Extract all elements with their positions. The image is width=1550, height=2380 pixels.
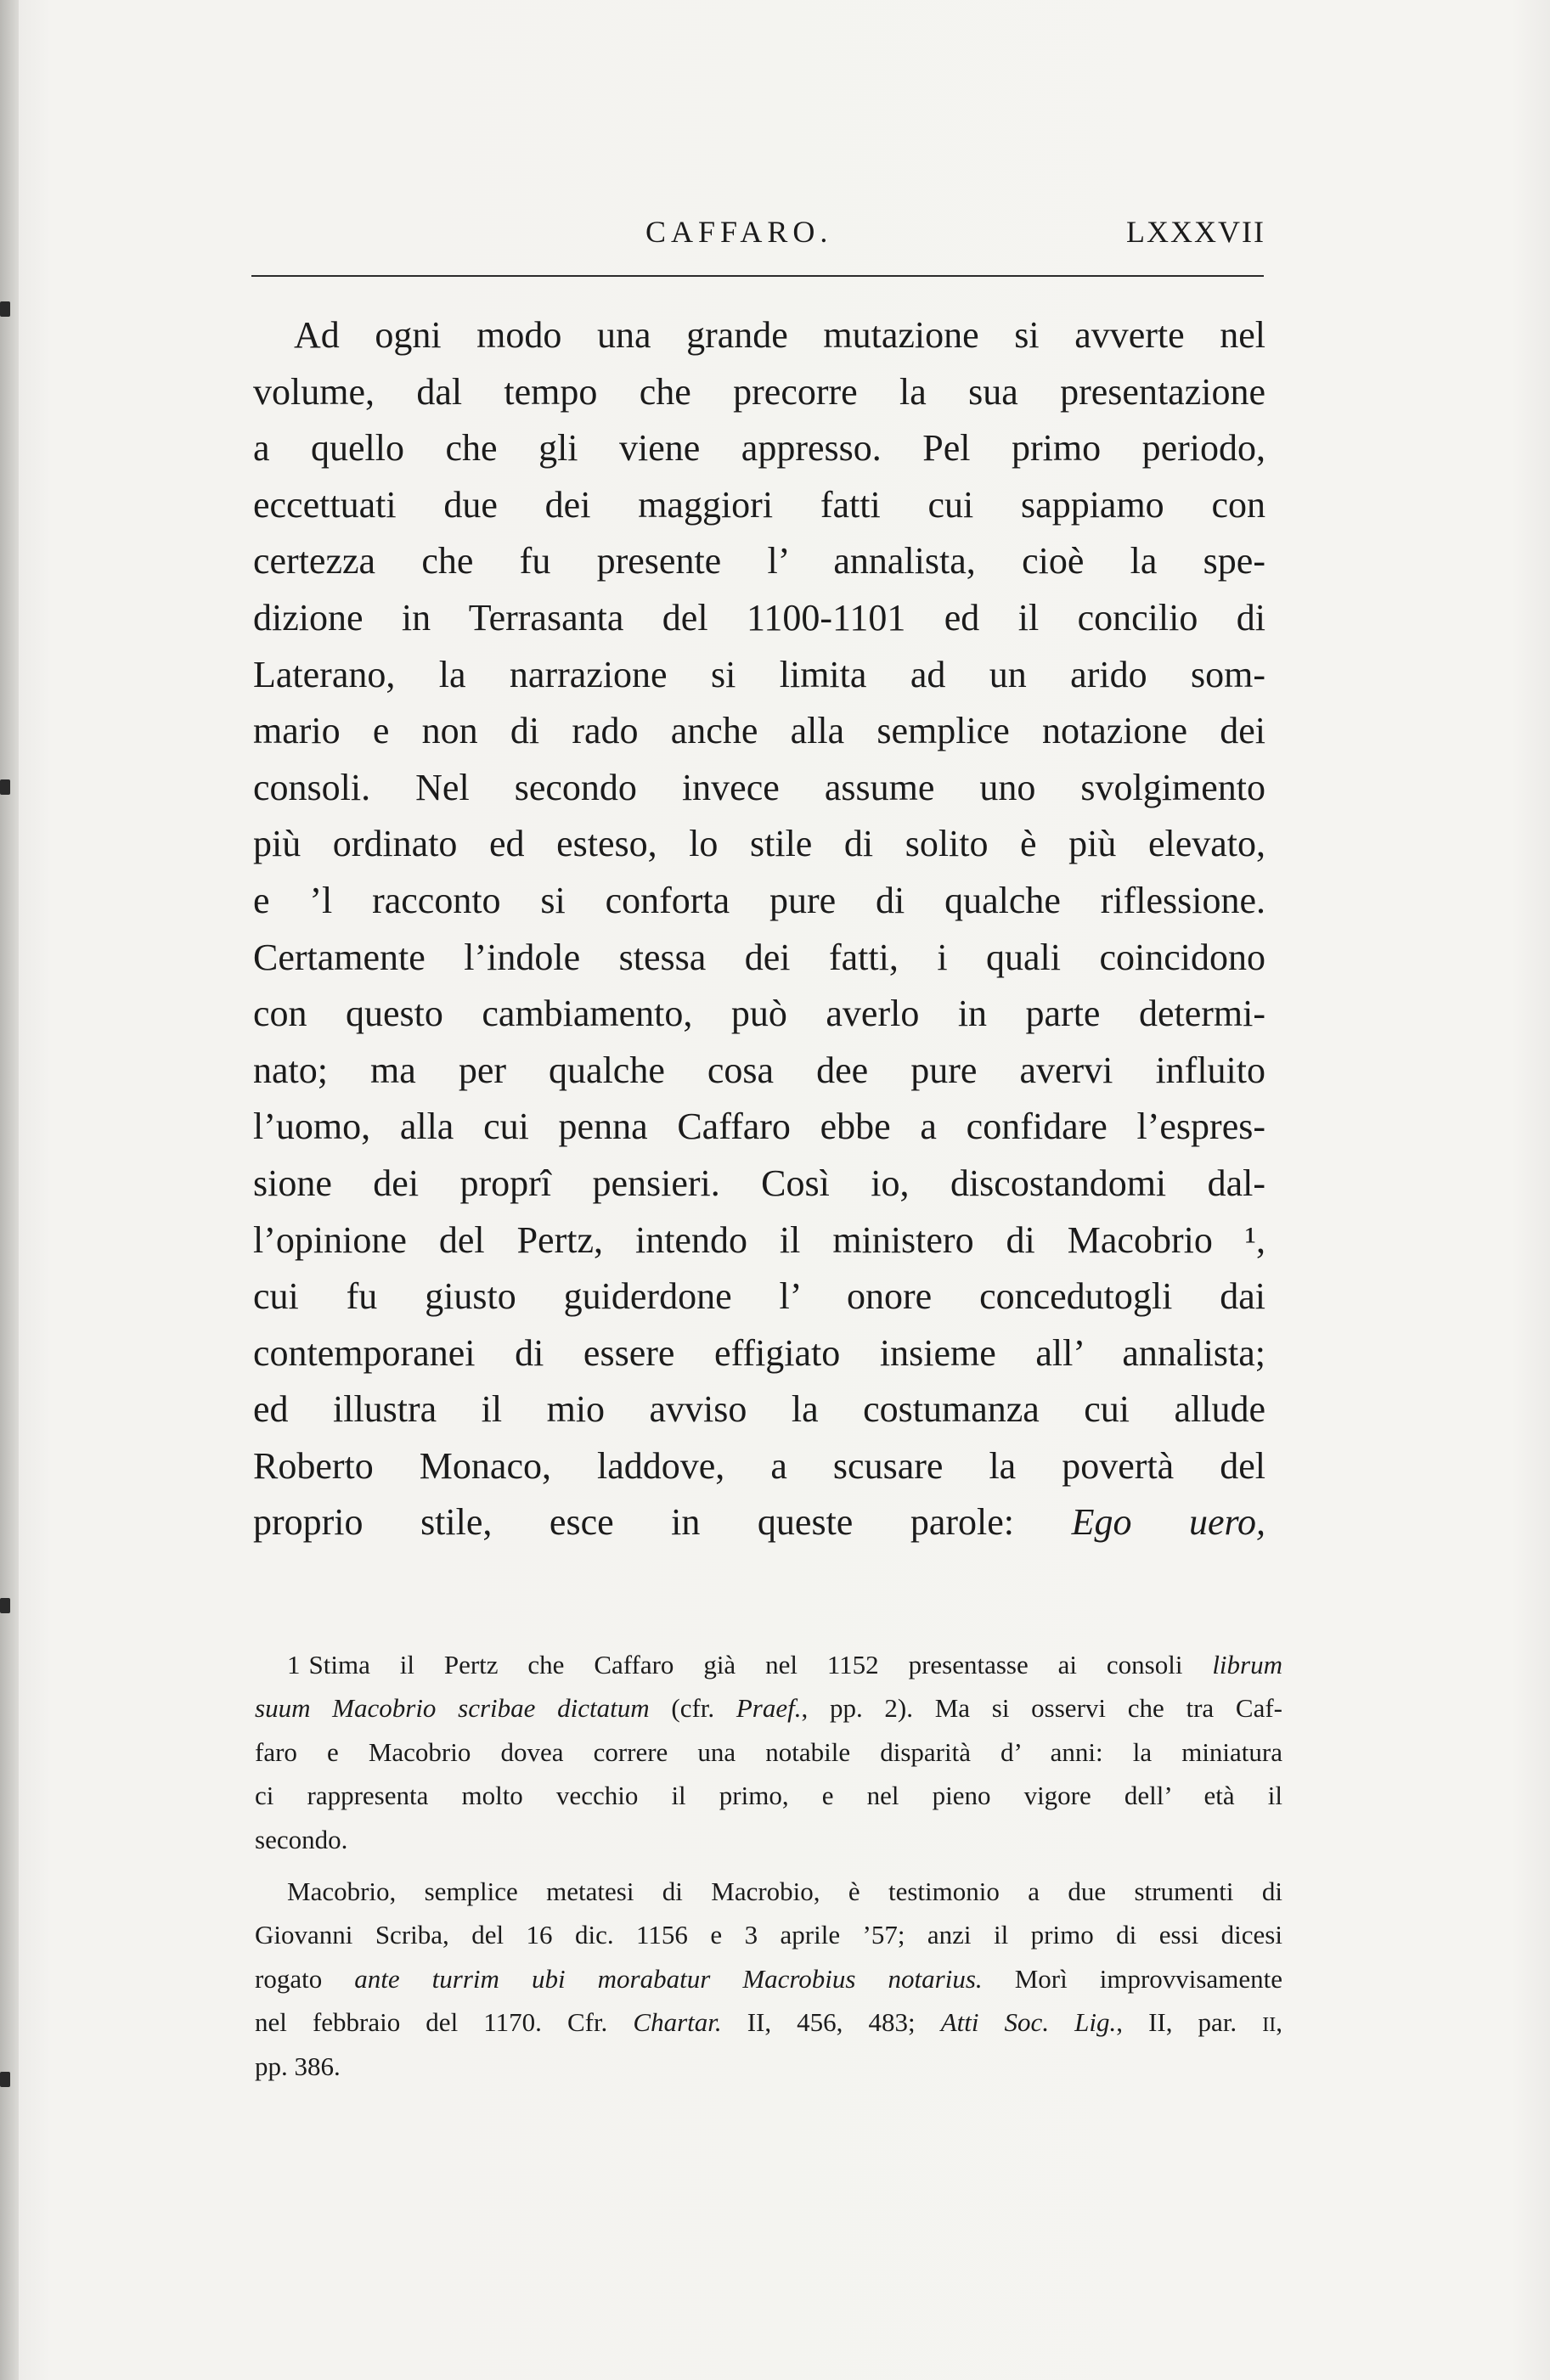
footnote-line: faro e Macobrio dovea correre una notabile disparità d’ anni: la miniatura (255, 1736, 1282, 1767)
text-line: eccettuati due dei maggiori fatti cui sappiamo con (253, 483, 1265, 526)
text-line: certezza che fu presente l’ annalista, cioè la spe- (253, 540, 1265, 582)
main-text (253, 307, 1265, 1551)
footnote-line: ci rappresenta molto vecchio il primo, e nel pieno vigore dell’ età il (255, 1781, 1282, 1811)
text-line: volume, dal tempo che precorre la sua presentazione (253, 370, 1265, 413)
text-line: con questo cambiamento, può averlo in parte determi- (253, 993, 1265, 1035)
footnote-line: pp. 386. (255, 2051, 341, 2081)
footnote-italic: ante turrim ubi morabatur Macrobius notarius. (354, 1963, 983, 1994)
footnote-marker: 1 (287, 1650, 301, 1680)
text-line: e ’l racconto si conforta pure di qualche riflessione. (253, 879, 1265, 921)
text-line: l’uomo, alla cui penna Caffaro ebbe a confidare l’espres- (253, 1106, 1265, 1148)
text-line (253, 1494, 1265, 1551)
binding-mark (0, 779, 10, 795)
text-line: a quello che gli viene appresso. Pel primo periodo, (253, 427, 1265, 470)
page-header (255, 214, 1265, 265)
binding-mark (0, 301, 10, 317)
footnote-italic: suum Macobrio scribae dictatum (255, 1693, 650, 1724)
text-line: ed illustra il mio avviso la costumanza cui allude (253, 1388, 1265, 1431)
text-line: mario e non di rado anche alla semplice notazione dei (253, 710, 1265, 752)
footnote-line: Giovanni Scriba, del 16 dic. 1156 e 3 aprile ’57; anzi il primo di essi dicesi (255, 1920, 1282, 1950)
folio-number: LXXXVII (1126, 215, 1265, 249)
footnote-text: rogato (255, 1963, 355, 1994)
footnote-text: Morì improvvisamente (982, 1963, 1282, 1994)
text-line: Roberto Monaco, laddove, a scusare la povertà del (253, 1444, 1265, 1487)
text-line-italic: Ego uero, (1071, 1501, 1265, 1544)
footnote-text: nel febbraio del 1170. Cfr. (255, 2007, 634, 2038)
text-line: dizione in Terrasanta del 1100-1101 ed il concilio di (253, 596, 1265, 639)
footnote-italic: librum (1212, 1650, 1282, 1680)
text-line: nato; ma per qualche cosa dee pure avervi influito (253, 1049, 1265, 1091)
footnote-text: , II, par. (1116, 2007, 1263, 2038)
footnote-smallcaps: II (1262, 2014, 1277, 2037)
footnote-text: , pp. 2). Ma si osservi che tra Caf- (801, 1693, 1282, 1724)
footnote-text: Stima il Pertz che Caffaro già nel 1152 presentasse ai consoli (308, 1650, 1213, 1680)
binding-mark (0, 1598, 10, 1613)
text-line: cui fu giusto guiderdone l’ onore concedutogli dai (253, 1275, 1265, 1318)
footnote-text: (cfr. (649, 1693, 736, 1724)
text-line: consoli. Nel secondo invece assume uno svolgimento (253, 766, 1265, 808)
footnote-italic: Chartar. (633, 2007, 722, 2038)
binding-mark (0, 2072, 10, 2087)
running-title: CAFFARO. (645, 215, 833, 249)
footnote-line (255, 1686, 1282, 1730)
header-rule (251, 275, 1264, 277)
footnote-line (255, 1957, 1282, 2000)
footnote-text: II, 456, 483; (721, 2007, 941, 2038)
footnote-text: , (1276, 2007, 1282, 2038)
footnote-line (255, 2000, 1282, 2044)
text-line-roman: proprio stile, esce in queste parole: (253, 1501, 1072, 1544)
text-line: sione dei proprî pensieri. Così io, discostandomi dal- (253, 1162, 1265, 1204)
text-line: Certamente l’indole stessa dei fatti, i quali coincidono (253, 936, 1265, 978)
footnote-line: Macobrio, semplice metatesi di Macrobio, è testimonio a due strumenti di (287, 1876, 1282, 1906)
footnotes (255, 1643, 1282, 2088)
footnote-italic: Atti Soc. Lig. (940, 2007, 1117, 2038)
footnote-line: secondo. (255, 1824, 348, 1854)
text-line: più ordinato ed esteso, lo stile di solito è più elevato, (253, 823, 1265, 865)
footnote-line (255, 1643, 1282, 1686)
text-line: Laterano, la narrazione si limita ad un arido som- (253, 653, 1265, 695)
text-line: contemporanei di essere effigiato insieme all’ annalista; (253, 1331, 1265, 1374)
book-spine (0, 0, 19, 2380)
footnote-italic: Praef. (736, 1693, 802, 1724)
text-line: l’opinione del Pertz, intendo il ministero di Macobrio ¹, (253, 1218, 1265, 1261)
text-line: Ad ogni modo una grande mutazione si avverte nel (294, 314, 1265, 356)
